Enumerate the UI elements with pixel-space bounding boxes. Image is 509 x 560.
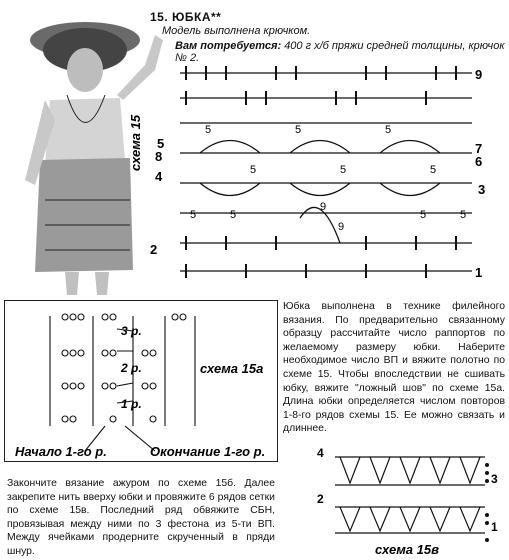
materials-label: Вам потребуется: <box>175 40 282 52</box>
pattern-subtitle: Модель выполнена крючком. <box>162 25 311 37</box>
chain-mark: 9 <box>338 221 345 233</box>
row-number: 6 <box>475 154 483 169</box>
row-number: 2 <box>150 242 158 257</box>
chain-mark: 9 <box>320 201 327 213</box>
row-label: 3 р. <box>121 324 142 338</box>
row-number: 4 <box>155 169 163 184</box>
chain-mark: 5 <box>205 124 212 136</box>
row-number: 7 <box>475 141 483 156</box>
row-number: 3 <box>478 182 486 197</box>
pattern-title: 15. ЮБКА** <box>150 10 222 24</box>
row-number: 4 <box>317 446 324 460</box>
chain-mark: 5 <box>420 209 427 221</box>
chain-mark: 5 <box>340 164 347 176</box>
scheme-15v-label: схема 15в <box>375 542 439 557</box>
row-number: 5 <box>157 136 165 151</box>
row-number: 1 <box>475 265 483 280</box>
chain-mark: 5 <box>190 209 197 221</box>
row-number: 2 <box>317 492 324 506</box>
scheme-15-label: схема 15 <box>128 114 143 171</box>
row-number: 3 <box>491 472 498 486</box>
chain-mark: 5 <box>460 209 467 221</box>
finishing-paragraph: Закончите вязание ажуром по схеме 15б. Далее закрепите нить вверху юбки и провяжите 6 рядов сетки по схеме 15в. Последний ряд обвяжите СБН, провязывая между ними по 3 фестона из 5-ти ВП. Между ячейками продерните скрученный в пряди шнур. <box>7 478 275 557</box>
row-label: 1 р. <box>121 397 142 411</box>
description-paragraph: Юбка выполнена в технике филейного вязания. По предварительно связанному образцу рассчитайте число раппортов по желаемому размеру юбки. Наберите необходимое число ВП и вяжите полотно по схеме 15. Чтобы впоследствии не сшивать юбку, вяжите "ложный шов" по схеме 15а. Длина юбки определяется числом повторов 1-8-го рядов схемы 15. Ее можно связать и длиннее. <box>283 301 505 435</box>
end-label: Окончание 1-го р. <box>150 444 266 459</box>
row-number: 9 <box>475 67 483 82</box>
start-label: Начало 1-го р. <box>15 444 107 459</box>
chain-mark: 5 <box>430 164 437 176</box>
row-number: 1 <box>491 520 498 534</box>
row-number: 8 <box>155 149 163 164</box>
scheme-15a-label: схема 15а <box>200 361 264 376</box>
scheme-15-diagram <box>130 58 509 288</box>
materials-text: 400 г х/б пряжи средней толщины, крючок № 2. <box>175 40 505 64</box>
chain-mark: 5 <box>295 124 302 136</box>
chain-mark: 5 <box>250 164 257 176</box>
chain-mark: 5 <box>385 124 392 136</box>
scheme-15v-diagram <box>305 435 507 559</box>
scheme-15a-diagram <box>5 301 275 459</box>
chain-mark: 5 <box>230 209 237 221</box>
row-label: 2 р. <box>121 361 142 375</box>
